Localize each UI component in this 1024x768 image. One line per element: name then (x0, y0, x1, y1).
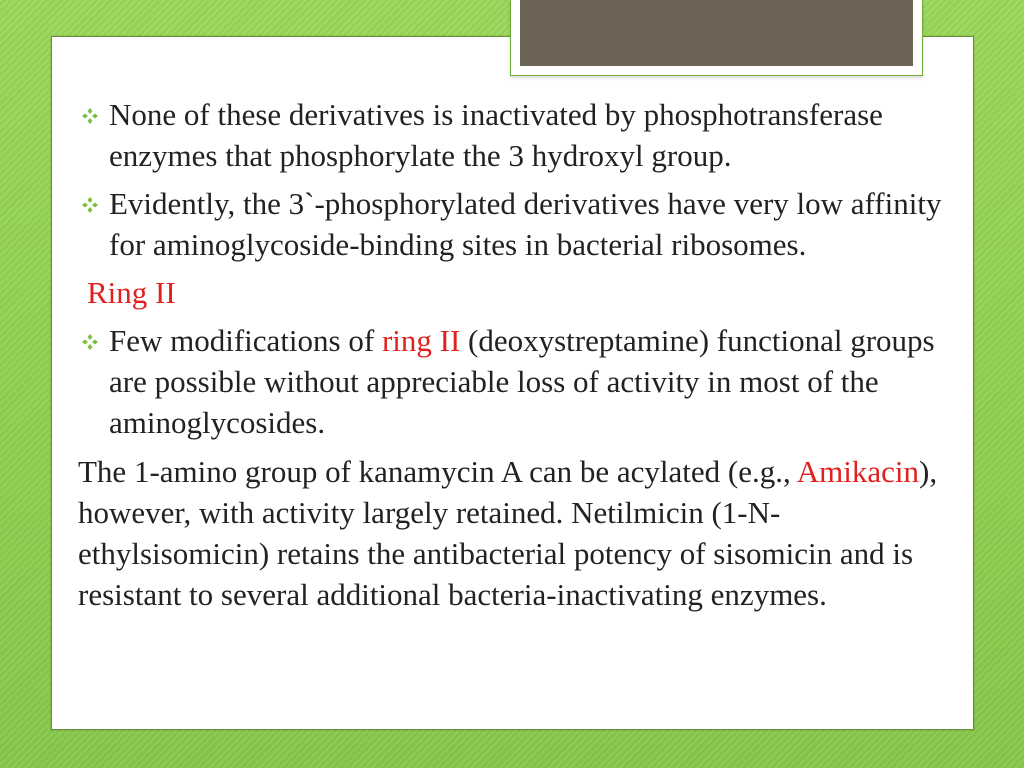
diamond-quad-icon (82, 197, 98, 213)
slide-content (78, 94, 968, 615)
highlight-amikacin: Amikacin (796, 454, 920, 489)
bullet-text: None of these derivatives is inactivated by phosphotransferase enzymes that phosphorylate the 3 hydroxyl group. (109, 97, 883, 173)
bullet-text-after: (deoxystreptamine) functional groups are possible without appreciable loss of activity in most of the aminoglycosides. (109, 323, 935, 440)
highlight-ring-ii: ring II (381, 323, 461, 358)
paragraph-text-before: The 1-amino group of kanamycin A can be acylated (e.g., (78, 454, 797, 489)
bullet-item-3 (78, 320, 968, 443)
bullet-text: Evidently, the 3`-phosphorylated derivatives have very low affinity for aminoglycoside-binding sites in bacterial ribosomes. (109, 186, 942, 262)
bullet-item-1 (78, 94, 968, 176)
diamond-quad-icon (82, 108, 98, 124)
section-heading: Ring II (87, 275, 176, 310)
body-paragraph (78, 451, 968, 615)
diamond-quad-icon (82, 334, 98, 350)
title-tab (510, 0, 923, 76)
bullet-text-before: Few modifications of (109, 323, 382, 358)
title-tab-fill (520, 0, 913, 66)
paragraph-text-after: ), however, with activity largely retained. Netilmicin (1-N-ethylsisomicin) retains the antibacterial potency of sisomicin and is resistant to several additional bacteria-inactivating enzymes. (78, 454, 938, 612)
bullet-item-2 (78, 183, 968, 265)
